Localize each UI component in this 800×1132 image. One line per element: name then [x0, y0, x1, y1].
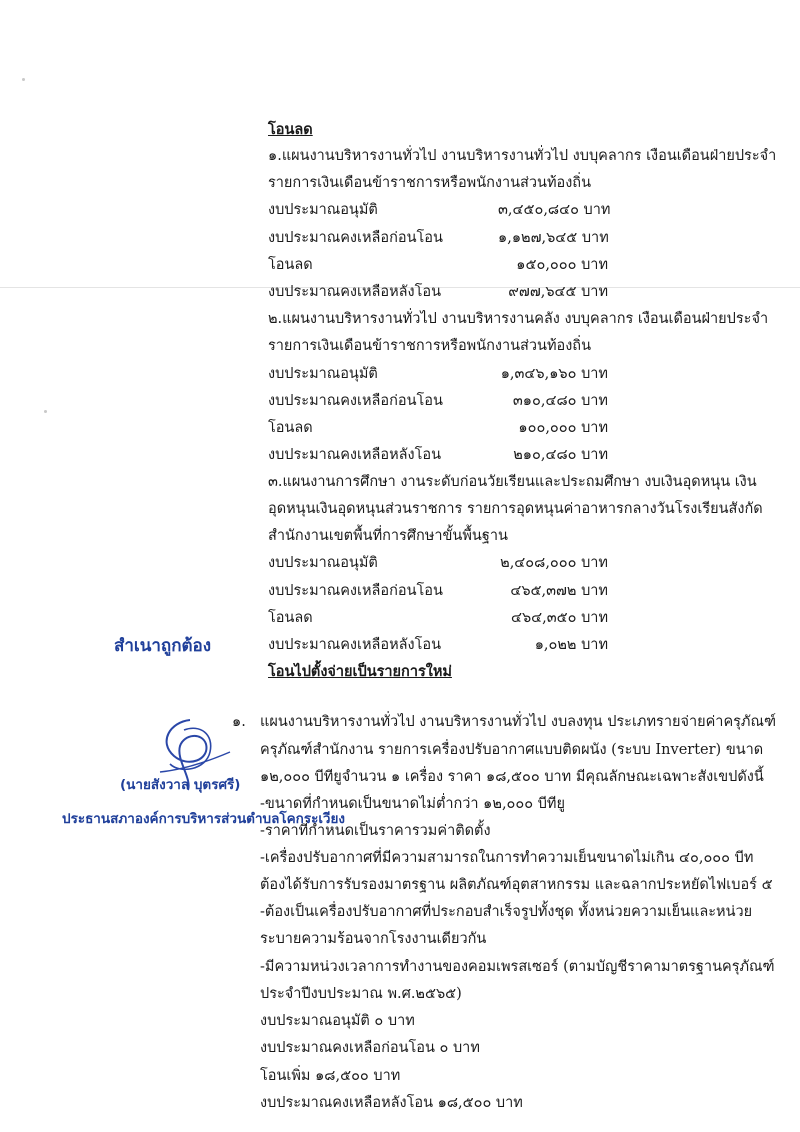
new-item-line: ๑๒,๐๐๐ บีทียูจำนวน ๑ เครื่อง ราคา ๑๘,๕๐๐ บาท มีคุณลักษณะเฉพาะสังเขปดังนี้ — [260, 769, 764, 785]
item-2-row-label: งบประมาณอนุมัติ — [268, 366, 378, 382]
new-item-line: โอนเพิ่ม ๑๘,๕๐๐ บาท — [260, 1068, 401, 1084]
item-3-title-line2: อุดหนุนเงินอุดหนุนส่วนราชการ รายการอุดหนุนค่าอาหารกลางวันโรงเรียนสังกัด — [268, 501, 763, 517]
item-2-row-value: ๓๑๐,๔๘๐ บาท — [512, 393, 608, 409]
item-1-row-value: ๑๕๐,๐๐๐ บาท — [516, 257, 608, 273]
item-1-row-value: ๑,๑๒๗,๖๔๕ บาท — [498, 230, 609, 246]
item-1-title-line2: รายการเงินเดือนข้าราชการหรือพนักงานส่วนท้องถิ่น — [268, 175, 591, 191]
item-2-row-value: ๒๑๐,๔๘๐ บาท — [513, 447, 608, 463]
signer-position: ประธานสภาองค์การบริหารส่วนตำบลโคกระเวียง — [62, 811, 346, 827]
new-item-line: งบประมาณอนุมัติ ๐ บาท — [260, 1013, 415, 1029]
new-item-line: -ต้องเป็นเครื่องปรับอากาศที่ประกอบสำเร็จรูปทั้งชุด ทั้งหน่วยความเย็นและหน่วย — [260, 904, 753, 920]
new-item-line: งบประมาณคงเหลือก่อนโอน ๐ บาท — [260, 1040, 480, 1056]
signer-name: (นายสังวาล บุตรศรี) — [120, 777, 241, 793]
item-1-title-line1: ๑.แผนงานบริหารงานทั่วไป งานบริหารงานทั่วไป งบบุคลากร เงือนเดือนฝ่ายประจำ — [268, 148, 777, 164]
item-1-row-value: ๓,๔๕๐,๘๔๐ บาท — [498, 202, 611, 218]
item-1-row-label: งบประมาณอนุมัติ — [268, 202, 378, 218]
item-2-row-label: งบประมาณคงเหลือก่อนโอน — [268, 393, 443, 409]
scan-speck — [44, 410, 47, 413]
new-item-line: ต้องได้รับการรับรองมาตรฐาน ผลิตภัณฑ์อุตสาหกรรม และฉลากประหยัดไฟเบอร์ ๕ — [260, 877, 773, 893]
item-2-row-value: ๑,๓๔๖,๑๖๐ บาท — [500, 366, 608, 382]
new-item-number: ๑. — [232, 714, 246, 730]
item-3-row-label: โอนลด — [268, 610, 313, 626]
new-item-line: ประจำปีงบประมาณ พ.ศ.๒๕๖๕) — [260, 986, 462, 1002]
new-item-line: -มีความหน่วงเวลาการทำงานของคอมเพรสเซอร์ (ตามบัญชีราคามาตรฐานครุภัณฑ์ — [260, 959, 775, 975]
item-2-row-label: งบประมาณคงเหลือหลังโอน — [268, 447, 442, 463]
item-3-row-value: ๑,๐๒๒ บาท — [534, 637, 608, 653]
new-item-line: -เครื่องปรับอากาศที่มีความสามารถในการทำความเย็นขนาดไม่เกิน ๔๐,๐๐๐ บีท — [260, 850, 754, 866]
item-3-title-line3: สำนักงานเขตพื้นที่การศึกษาขั้นพื้นฐาน — [268, 528, 508, 544]
item-3-row-label: งบประมาณคงเหลือก่อนโอน — [268, 583, 443, 599]
item-3-row-label: งบประมาณคงเหลือหลังโอน — [268, 637, 442, 653]
item-1-row-value: ๙๗๗,๖๔๕ บาท — [508, 284, 608, 300]
item-1-row-label: งบประมาณคงเหลือหลังโอน — [268, 284, 442, 300]
section-heading-new-item: โอนไปตั้งจ่ายเป็นรายการใหม่ — [268, 663, 452, 680]
new-item-line: งบประมาณคงเหลือหลังโอน ๑๘,๕๐๐ บาท — [260, 1095, 523, 1111]
section-heading-transfer-out: โอนลด — [268, 121, 313, 138]
certified-copy-stamp: สำเนาถูกต้อง — [114, 636, 212, 656]
new-item-line: ครุภัณฑ์สำนักงาน รายการเครื่องปรับอากาศแบบติดผนัง (ระบบ Inverter) ขนาด — [260, 742, 764, 758]
item-3-row-label: งบประมาณอนุมัติ — [268, 555, 378, 571]
item-2-title-line1: ๒.แผนงานบริหารงานทั่วไป งานบริหารงานคลัง งบบุคลากร เงือนเดือนฝ่ายประจำ — [268, 311, 769, 327]
item-2-row-label: โอนลด — [268, 420, 313, 436]
item-1-row-label: โอนลด — [268, 257, 313, 273]
item-3-row-value: ๒,๔๐๘,๐๐๐ บาท — [500, 555, 608, 571]
item-2-title-line2: รายการเงินเดือนข้าราชการหรือพนักงานส่วนท้องถิ่น — [268, 338, 591, 354]
new-item-line: แผนงานบริหารงานทั่วไป งานบริหารงานทั่วไป งบลงทุน ประเภทรายจ่ายค่าครุภัณฑ์ — [260, 714, 776, 730]
item-3-row-value: ๔๖๕,๓๗๒ บาท — [510, 583, 608, 599]
scan-speck — [22, 78, 25, 81]
new-item-line: ระบายความร้อนจากโรงงานเดียวกัน — [260, 931, 487, 947]
item-3-title-line1: ๓.แผนงานการศึกษา งานระดับก่อนวัยเรียนและประถมศึกษา งบเงินอุดหนุน เงิน — [268, 474, 757, 490]
item-3-row-value: ๔๖๔,๓๕๐ บาท — [510, 610, 608, 626]
item-1-row-label: งบประมาณคงเหลือก่อนโอน — [268, 230, 443, 246]
new-item-line: -ขนาดที่กำหนดเป็นขนาดไม่ต่ำกว่า ๑๒,๐๐๐ บีทียู — [260, 796, 565, 812]
item-2-row-value: ๑๐๐,๐๐๐ บาท — [518, 420, 608, 436]
new-item-line: -ราคาที่กำหนดเป็นราคารวมค่าติดตั้ง — [260, 823, 491, 839]
